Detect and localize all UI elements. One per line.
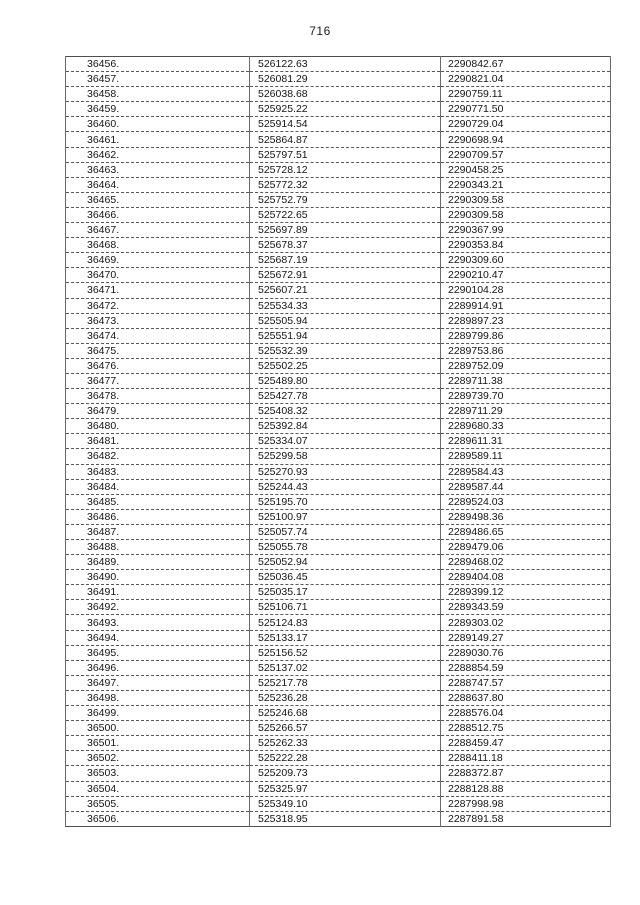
table-cell-value-1: 525057.74 bbox=[250, 524, 441, 539]
table-row bbox=[66, 796, 611, 811]
table-cell-point-number: 36487. bbox=[66, 524, 250, 539]
table-cell-value-1: 525195.70 bbox=[250, 494, 441, 509]
table-row bbox=[66, 72, 611, 87]
table-row bbox=[66, 706, 611, 721]
table-cell-value-1: 525864.87 bbox=[250, 132, 441, 147]
table-cell-value-1: 525299.58 bbox=[250, 449, 441, 464]
table-row bbox=[66, 238, 611, 253]
table-row bbox=[66, 434, 611, 449]
table-cell-value-1: 525100.97 bbox=[250, 509, 441, 524]
table-cell-value-2: 2289468.02 bbox=[441, 555, 611, 570]
table-cell-value-2: 2288372.87 bbox=[441, 766, 611, 781]
table-cell-value-2: 2289030.76 bbox=[441, 645, 611, 660]
table-cell-point-number: 36471. bbox=[66, 283, 250, 298]
table-cell-value-1: 525156.52 bbox=[250, 645, 441, 660]
table-cell-value-1: 525752.79 bbox=[250, 192, 441, 207]
table-row bbox=[66, 313, 611, 328]
table-cell-point-number: 36460. bbox=[66, 117, 250, 132]
table-cell-value-2: 2290309.60 bbox=[441, 253, 611, 268]
table-cell-point-number: 36483. bbox=[66, 464, 250, 479]
table-cell-value-1: 525217.78 bbox=[250, 675, 441, 690]
table-row bbox=[66, 811, 611, 826]
table-row bbox=[66, 223, 611, 238]
table-row bbox=[66, 721, 611, 736]
table-cell-value-1: 525124.83 bbox=[250, 615, 441, 630]
table-row bbox=[66, 328, 611, 343]
table-cell-value-1: 525133.17 bbox=[250, 630, 441, 645]
table-cell-point-number: 36478. bbox=[66, 389, 250, 404]
table-cell-value-2: 2289611.31 bbox=[441, 434, 611, 449]
table-cell-value-1: 525036.45 bbox=[250, 570, 441, 585]
table-row bbox=[66, 660, 611, 675]
table-cell-value-2: 2289149.27 bbox=[441, 630, 611, 645]
table-cell-point-number: 36469. bbox=[66, 253, 250, 268]
table-cell-value-1: 525392.84 bbox=[250, 419, 441, 434]
table-row bbox=[66, 524, 611, 539]
table-row bbox=[66, 464, 611, 479]
table-cell-point-number: 36474. bbox=[66, 328, 250, 343]
table-row bbox=[66, 102, 611, 117]
table-cell-point-number: 36463. bbox=[66, 162, 250, 177]
table-cell-value-2: 2289584.43 bbox=[441, 464, 611, 479]
table-row bbox=[66, 404, 611, 419]
table-cell-value-1: 525244.43 bbox=[250, 479, 441, 494]
table-cell-value-2: 2289399.12 bbox=[441, 585, 611, 600]
table-cell-point-number: 36479. bbox=[66, 404, 250, 419]
table-cell-point-number: 36465. bbox=[66, 192, 250, 207]
table-cell-value-1: 525035.17 bbox=[250, 585, 441, 600]
table-cell-value-2: 2288637.80 bbox=[441, 690, 611, 705]
table-cell-point-number: 36475. bbox=[66, 343, 250, 358]
table-cell-value-2: 2289404.08 bbox=[441, 570, 611, 585]
table-cell-value-1: 525502.25 bbox=[250, 358, 441, 373]
table-row bbox=[66, 600, 611, 615]
table-cell-value-1: 525334.07 bbox=[250, 434, 441, 449]
table-row bbox=[66, 283, 611, 298]
table-cell-value-1: 526122.63 bbox=[250, 57, 441, 72]
table-cell-point-number: 36495. bbox=[66, 645, 250, 660]
table-cell-point-number: 36476. bbox=[66, 358, 250, 373]
table-cell-value-2: 2290842.67 bbox=[441, 57, 611, 72]
table-row bbox=[66, 268, 611, 283]
table-cell-point-number: 36457. bbox=[66, 72, 250, 87]
table-cell-point-number: 36484. bbox=[66, 479, 250, 494]
table-cell-value-1: 525697.89 bbox=[250, 223, 441, 238]
table-cell-value-2: 2288747.57 bbox=[441, 675, 611, 690]
table-row bbox=[66, 147, 611, 162]
table-cell-point-number: 36459. bbox=[66, 102, 250, 117]
table-row bbox=[66, 781, 611, 796]
table-cell-value-1: 525925.22 bbox=[250, 102, 441, 117]
table-row bbox=[66, 479, 611, 494]
table-row bbox=[66, 389, 611, 404]
table-cell-value-2: 2288459.47 bbox=[441, 736, 611, 751]
table-cell-point-number: 36497. bbox=[66, 675, 250, 690]
table-cell-value-2: 2290309.58 bbox=[441, 207, 611, 222]
table-cell-value-2: 2289680.33 bbox=[441, 419, 611, 434]
table-cell-point-number: 36490. bbox=[66, 570, 250, 585]
table-cell-point-number: 36506. bbox=[66, 811, 250, 826]
table-row bbox=[66, 585, 611, 600]
table-cell-value-1: 525236.28 bbox=[250, 690, 441, 705]
table-cell-value-2: 2289303.02 bbox=[441, 615, 611, 630]
table-cell-point-number: 36488. bbox=[66, 540, 250, 555]
table-cell-value-2: 2288411.18 bbox=[441, 751, 611, 766]
table-cell-value-2: 2288576.04 bbox=[441, 706, 611, 721]
table-cell-point-number: 36461. bbox=[66, 132, 250, 147]
table-cell-point-number: 36505. bbox=[66, 796, 250, 811]
table-cell-value-1: 525551.94 bbox=[250, 328, 441, 343]
table-cell-value-1: 525728.12 bbox=[250, 162, 441, 177]
table-cell-value-2: 2289897.23 bbox=[441, 313, 611, 328]
table-cell-value-2: 2290309.58 bbox=[441, 192, 611, 207]
table-cell-value-2: 2289524.03 bbox=[441, 494, 611, 509]
table-cell-value-2: 2290821.04 bbox=[441, 72, 611, 87]
table-cell-value-1: 525052.94 bbox=[250, 555, 441, 570]
table-cell-value-2: 2289479.06 bbox=[441, 540, 611, 555]
table-row bbox=[66, 57, 611, 72]
table-cell-value-1: 525318.95 bbox=[250, 811, 441, 826]
table-cell-value-2: 2288854.59 bbox=[441, 660, 611, 675]
table-row bbox=[66, 645, 611, 660]
table-row bbox=[66, 192, 611, 207]
table-cell-value-2: 2290698.94 bbox=[441, 132, 611, 147]
table-row bbox=[66, 751, 611, 766]
table-cell-value-2: 2290729.04 bbox=[441, 117, 611, 132]
table-cell-point-number: 36468. bbox=[66, 238, 250, 253]
table-cell-point-number: 36496. bbox=[66, 660, 250, 675]
table-row bbox=[66, 615, 611, 630]
table-cell-value-1: 525687.19 bbox=[250, 253, 441, 268]
table-row bbox=[66, 373, 611, 388]
table-cell-value-2: 2289914.91 bbox=[441, 298, 611, 313]
table-cell-value-1: 525678.37 bbox=[250, 238, 441, 253]
table-cell-value-1: 526038.68 bbox=[250, 87, 441, 102]
table-cell-value-1: 525607.21 bbox=[250, 283, 441, 298]
table-cell-value-2: 2290367.99 bbox=[441, 223, 611, 238]
table-cell-point-number: 36482. bbox=[66, 449, 250, 464]
table-cell-value-1: 525222.28 bbox=[250, 751, 441, 766]
table-cell-value-1: 525106.71 bbox=[250, 600, 441, 615]
table-cell-value-1: 525137.02 bbox=[250, 660, 441, 675]
table-cell-point-number: 36477. bbox=[66, 373, 250, 388]
table-row bbox=[66, 630, 611, 645]
table-cell-value-1: 525262.33 bbox=[250, 736, 441, 751]
table-cell-point-number: 36462. bbox=[66, 147, 250, 162]
table-cell-point-number: 36481. bbox=[66, 434, 250, 449]
table-cell-value-2: 2289343.59 bbox=[441, 600, 611, 615]
table-cell-point-number: 36470. bbox=[66, 268, 250, 283]
table-cell-point-number: 36456. bbox=[66, 57, 250, 72]
table-cell-value-1: 525266.57 bbox=[250, 721, 441, 736]
table-cell-point-number: 36464. bbox=[66, 177, 250, 192]
table-cell-value-2: 2288512.75 bbox=[441, 721, 611, 736]
coordinate-table bbox=[65, 56, 611, 827]
table-cell-point-number: 36502. bbox=[66, 751, 250, 766]
table-cell-point-number: 36503. bbox=[66, 766, 250, 781]
table-cell-point-number: 36472. bbox=[66, 298, 250, 313]
table-cell-value-1: 525722.65 bbox=[250, 207, 441, 222]
table-cell-value-1: 525055.78 bbox=[250, 540, 441, 555]
table-cell-point-number: 36486. bbox=[66, 509, 250, 524]
table-row bbox=[66, 207, 611, 222]
table-cell-value-1: 525489.80 bbox=[250, 373, 441, 388]
table-cell-point-number: 36494. bbox=[66, 630, 250, 645]
table-cell-point-number: 36485. bbox=[66, 494, 250, 509]
table-row bbox=[66, 494, 611, 509]
table-cell-value-1: 526081.29 bbox=[250, 72, 441, 87]
table-cell-value-2: 2290709.57 bbox=[441, 147, 611, 162]
table-cell-value-2: 2290104.28 bbox=[441, 283, 611, 298]
table-cell-value-2: 2289753.86 bbox=[441, 343, 611, 358]
table-cell-value-2: 2287998.98 bbox=[441, 796, 611, 811]
table-cell-value-1: 525672.91 bbox=[250, 268, 441, 283]
table-cell-value-1: 525505.94 bbox=[250, 313, 441, 328]
table-cell-value-2: 2289589.11 bbox=[441, 449, 611, 464]
table-row bbox=[66, 177, 611, 192]
table-cell-point-number: 36500. bbox=[66, 721, 250, 736]
table-cell-point-number: 36499. bbox=[66, 706, 250, 721]
table-cell-value-2: 2290759.11 bbox=[441, 87, 611, 102]
table-row bbox=[66, 253, 611, 268]
table-cell-value-2: 2290353.84 bbox=[441, 238, 611, 253]
table-row bbox=[66, 555, 611, 570]
table-body bbox=[66, 57, 611, 827]
table-row bbox=[66, 132, 611, 147]
table-cell-point-number: 36501. bbox=[66, 736, 250, 751]
table-cell-point-number: 36492. bbox=[66, 600, 250, 615]
table-cell-value-2: 2289587.44 bbox=[441, 479, 611, 494]
table-cell-value-2: 2289498.36 bbox=[441, 509, 611, 524]
table-row bbox=[66, 675, 611, 690]
table-cell-value-1: 525427.78 bbox=[250, 389, 441, 404]
table-row bbox=[66, 343, 611, 358]
table-cell-point-number: 36493. bbox=[66, 615, 250, 630]
table-cell-value-1: 525209.73 bbox=[250, 766, 441, 781]
table-cell-value-1: 525246.68 bbox=[250, 706, 441, 721]
table-cell-value-2: 2290343.21 bbox=[441, 177, 611, 192]
table-cell-point-number: 36504. bbox=[66, 781, 250, 796]
table-cell-value-1: 525270.93 bbox=[250, 464, 441, 479]
table-row bbox=[66, 419, 611, 434]
table-cell-point-number: 36473. bbox=[66, 313, 250, 328]
table-row bbox=[66, 766, 611, 781]
table-row bbox=[66, 509, 611, 524]
table-cell-value-2: 2289752.09 bbox=[441, 358, 611, 373]
table-cell-point-number: 36491. bbox=[66, 585, 250, 600]
table-cell-value-1: 525772.32 bbox=[250, 177, 441, 192]
table-cell-value-1: 525914.54 bbox=[250, 117, 441, 132]
table-cell-point-number: 36458. bbox=[66, 87, 250, 102]
table-cell-value-1: 525408.32 bbox=[250, 404, 441, 419]
table-row bbox=[66, 690, 611, 705]
table-row bbox=[66, 162, 611, 177]
table-row bbox=[66, 570, 611, 585]
table-cell-value-2: 2289486.65 bbox=[441, 524, 611, 539]
table-cell-point-number: 36489. bbox=[66, 555, 250, 570]
table-row bbox=[66, 298, 611, 313]
page-number: 716 bbox=[309, 24, 331, 38]
table-cell-value-1: 525797.51 bbox=[250, 147, 441, 162]
table-cell-value-2: 2289739.70 bbox=[441, 389, 611, 404]
table-cell-value-2: 2288128.88 bbox=[441, 781, 611, 796]
table-cell-value-1: 525534.33 bbox=[250, 298, 441, 313]
table-cell-value-1: 525349.10 bbox=[250, 796, 441, 811]
table-cell-value-2: 2289711.38 bbox=[441, 373, 611, 388]
table-cell-value-2: 2290210.47 bbox=[441, 268, 611, 283]
table-cell-value-2: 2290771.50 bbox=[441, 102, 611, 117]
table-row bbox=[66, 736, 611, 751]
table-cell-value-1: 525325.97 bbox=[250, 781, 441, 796]
table-row bbox=[66, 358, 611, 373]
table-cell-point-number: 36480. bbox=[66, 419, 250, 434]
table-cell-value-2: 2289711.29 bbox=[441, 404, 611, 419]
table-cell-point-number: 36467. bbox=[66, 223, 250, 238]
table-cell-value-2: 2287891.58 bbox=[441, 811, 611, 826]
table-row bbox=[66, 449, 611, 464]
table-row bbox=[66, 117, 611, 132]
table-row bbox=[66, 540, 611, 555]
table-cell-point-number: 36466. bbox=[66, 207, 250, 222]
table-cell-value-1: 525532.39 bbox=[250, 343, 441, 358]
table-cell-value-2: 2289799.86 bbox=[441, 328, 611, 343]
table-cell-point-number: 36498. bbox=[66, 690, 250, 705]
table-cell-value-2: 2290458.25 bbox=[441, 162, 611, 177]
table-row bbox=[66, 87, 611, 102]
